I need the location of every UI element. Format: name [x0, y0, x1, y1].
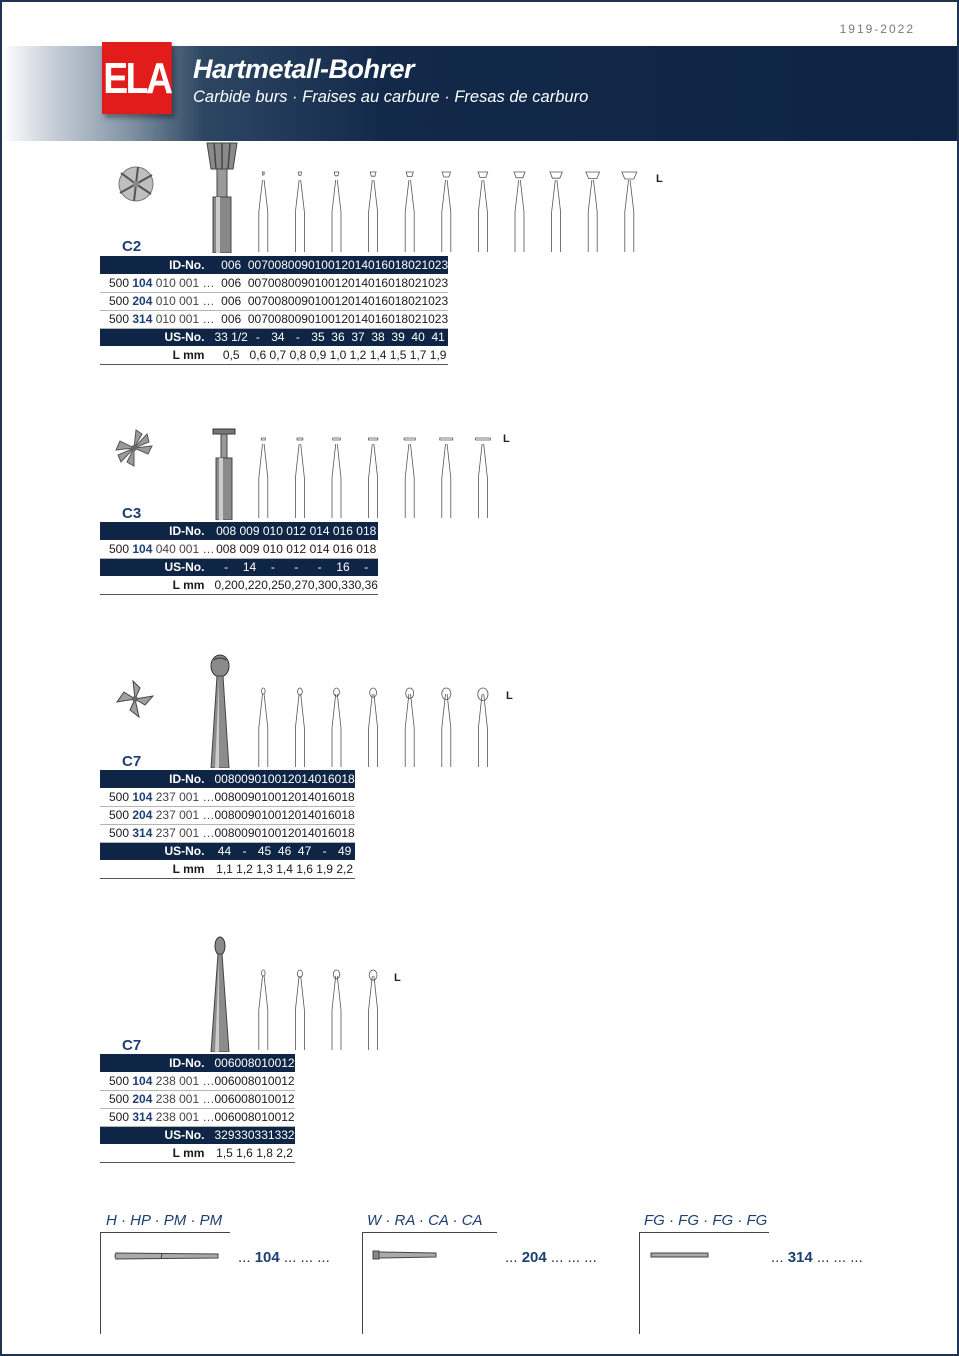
- order-code: [100, 310, 214, 328]
- id-value: 012: [274, 1056, 295, 1070]
- order-size: 008: [214, 788, 234, 806]
- us-value: 49: [335, 842, 355, 860]
- order-size: 014: [348, 274, 368, 292]
- order-size: 016: [331, 540, 354, 558]
- order-size: 016: [314, 826, 335, 840]
- shank-divider: [100, 1232, 230, 1334]
- id-label: ID-No.: [100, 770, 214, 788]
- length-value: 1,5: [388, 346, 408, 364]
- length-value: 1,9: [428, 346, 448, 364]
- order-size: 014: [295, 788, 315, 806]
- order-size: 012: [285, 540, 308, 558]
- us-value: 14: [238, 558, 261, 576]
- length-value: 2,2: [275, 1144, 295, 1162]
- id-value: 009: [287, 258, 308, 272]
- bur-shank: [369, 976, 378, 1050]
- order-size: 006: [214, 310, 247, 328]
- shank-label: FG · FG · FG · FG: [644, 1212, 768, 1229]
- order-code-mid: 314: [132, 826, 153, 840]
- id-value: 023: [428, 258, 449, 272]
- id-value: 007: [247, 258, 268, 272]
- years-label: 1919-2022: [839, 22, 915, 36]
- order-size: 018: [388, 312, 409, 326]
- order-code-prefix: 500: [109, 541, 130, 556]
- id-label: ID-No.: [100, 1054, 214, 1072]
- id-value: 018: [356, 524, 377, 538]
- order-size: 016: [368, 312, 389, 326]
- order-size: 018: [335, 788, 355, 806]
- order-size: 010: [254, 1092, 275, 1106]
- id-label: ID-No.: [100, 256, 214, 274]
- id-value: 010: [307, 258, 328, 272]
- order-size: 021: [408, 294, 429, 308]
- order-size: 014: [348, 312, 369, 326]
- shank-label: H · HP · PM · PM: [106, 1212, 223, 1229]
- length-value: 2,2: [335, 860, 355, 878]
- order-code: [100, 824, 214, 842]
- shank-h: [106, 1212, 222, 1229]
- bur-head: [262, 970, 266, 976]
- us-value: 44: [214, 842, 234, 860]
- id-value: 012: [286, 524, 307, 538]
- us-value: -: [214, 558, 237, 576]
- bur-drawing: [332, 970, 341, 1050]
- length-label: L mm: [100, 1144, 214, 1162]
- length-value: 1,7: [408, 346, 428, 364]
- us-label: US-No.: [100, 328, 214, 346]
- us-value: -: [248, 328, 268, 346]
- order-size: 023: [428, 294, 449, 308]
- order-size: 016: [314, 808, 335, 822]
- order-size: 009: [234, 808, 255, 822]
- us-value: 35: [308, 328, 328, 346]
- order-code-tail: 237 001 …: [155, 808, 215, 822]
- order-size: 023: [428, 274, 448, 292]
- shank-label: W · RA · CA · CA: [367, 1212, 483, 1229]
- order-size: 021: [408, 274, 428, 292]
- order-size: 007: [247, 312, 268, 326]
- shank-h-bur-icon: [114, 1250, 220, 1262]
- order-size: 008: [268, 274, 288, 292]
- order-size: 012: [328, 274, 348, 292]
- order-size: 010: [254, 1110, 275, 1124]
- order-code-mid: 204: [132, 808, 153, 822]
- order-size: 010: [255, 788, 275, 806]
- order-size: 006: [214, 292, 247, 310]
- order-size: 021: [408, 312, 429, 326]
- order-code: [100, 788, 214, 806]
- order-size: 018: [388, 294, 409, 308]
- us-value: 34: [268, 328, 288, 346]
- order-size: 008: [267, 294, 288, 308]
- order-code-mid: 104: [132, 789, 153, 804]
- bur-shank: [332, 976, 341, 1050]
- length-row: [100, 1144, 295, 1162]
- bur-photo-icon: [206, 936, 234, 1052]
- us-value: 37: [348, 328, 368, 346]
- order-size: 016: [368, 294, 389, 308]
- us-label: US-No.: [100, 842, 214, 860]
- order-size: 010: [307, 312, 328, 326]
- order-code-tail: 238 001 …: [155, 1110, 215, 1124]
- order-size: 023: [428, 312, 449, 326]
- id-value: 012: [274, 772, 295, 786]
- order-code-mid: 204: [132, 294, 153, 308]
- us-value: -: [355, 558, 378, 576]
- id-value: 016: [314, 772, 335, 786]
- us-value: 33 1/2: [214, 328, 247, 346]
- order-code-prefix: 500: [109, 294, 130, 308]
- bur-head: [333, 970, 339, 979]
- length-value: 0,6: [248, 346, 268, 364]
- order-size: 018: [334, 808, 355, 822]
- order-code: [100, 806, 214, 824]
- us-value: 331: [255, 1126, 275, 1144]
- order-size: 012: [274, 826, 295, 840]
- order-size: 010: [308, 274, 328, 292]
- order-code: [100, 540, 214, 558]
- length-value: 1,2: [348, 346, 368, 364]
- shank-code: ... 204 ... ... ...: [505, 1249, 597, 1266]
- order-size: 016: [315, 788, 335, 806]
- bur-shank: [295, 976, 304, 1050]
- order-size: 008: [234, 1110, 255, 1124]
- length-value: 1,1: [214, 860, 234, 878]
- order-row: [100, 1108, 295, 1126]
- order-size: 006: [214, 1072, 234, 1090]
- order-size: 014: [308, 540, 331, 558]
- order-code-tail: 040 001 …: [155, 541, 215, 556]
- id-value: 008: [234, 1056, 255, 1070]
- length-value: 1,5: [214, 1144, 234, 1162]
- bur-drawing: [295, 970, 304, 1050]
- length-value: 1,3: [255, 860, 275, 878]
- id-value: 010: [254, 1056, 275, 1070]
- order-size: 008: [214, 826, 235, 840]
- id-value: 006: [214, 1056, 235, 1070]
- bur-drawings: [245, 0, 675, 1060]
- id-row: [100, 1054, 295, 1072]
- length-value: 1,4: [275, 860, 295, 878]
- order-size: 018: [388, 274, 408, 292]
- id-value: 009: [234, 772, 255, 786]
- order-code-mid: 104: [132, 541, 153, 556]
- id-value: 018: [334, 772, 355, 786]
- length-value: 1,0: [328, 346, 348, 364]
- length-value: 1,6: [235, 1144, 255, 1162]
- us-value: -: [308, 558, 331, 576]
- length-value: 1,6: [295, 860, 315, 878]
- us-value: -: [288, 328, 308, 346]
- ela-logo: ELA: [102, 42, 172, 114]
- length-value: 1,9: [315, 860, 335, 878]
- order-size: 010: [307, 294, 328, 308]
- length-value: 1,8: [255, 1144, 275, 1162]
- length-value: 0,8: [288, 346, 308, 364]
- length-value: 0,7: [268, 346, 288, 364]
- order-code-mid: 314: [132, 312, 153, 326]
- section-label: C3: [122, 505, 142, 522]
- order-size: 008: [267, 312, 288, 326]
- length-value: 0,25: [261, 576, 284, 594]
- length-mark: L: [506, 690, 513, 702]
- order-size: 007: [248, 274, 268, 292]
- page-title: Hartmetall-Bohrer: [193, 54, 415, 84]
- shank-divider: [639, 1232, 769, 1334]
- us-value: -: [261, 558, 284, 576]
- us-value: 47: [295, 842, 315, 860]
- cutter-head-icon: [114, 428, 154, 468]
- shank-w: [367, 1212, 483, 1229]
- bur-photo-icon: [206, 654, 234, 768]
- id-value: 012: [327, 258, 348, 272]
- length-value: 0,30: [308, 576, 331, 594]
- section-label: C7: [122, 753, 142, 770]
- shank-fg-bur-icon: [650, 1250, 710, 1260]
- order-size: 014: [294, 808, 315, 822]
- id-value: 016: [368, 258, 389, 272]
- order-code-tail: 238 001 …: [155, 1092, 215, 1106]
- order-size: 012: [275, 1072, 295, 1090]
- order-code-tail: 010 001 …: [155, 312, 215, 326]
- us-value: 41: [428, 328, 448, 346]
- bur-photo-icon: [204, 141, 240, 253]
- order-code: [100, 274, 214, 292]
- order-size: 009: [287, 294, 308, 308]
- length-value: 0,22: [238, 576, 261, 594]
- order-code-prefix: 500: [109, 789, 130, 804]
- order-size: 008: [214, 540, 237, 558]
- us-value: 16: [331, 558, 354, 576]
- id-value: 010: [262, 524, 283, 538]
- id-value: 016: [332, 524, 353, 538]
- us-label: US-No.: [100, 1126, 214, 1144]
- length-mark: L: [503, 433, 510, 445]
- order-size: 009: [287, 312, 308, 326]
- order-size: 009: [288, 274, 308, 292]
- bur-head: [369, 970, 377, 980]
- order-code-tail: 010 001 …: [155, 294, 215, 308]
- us-value: 38: [368, 328, 388, 346]
- us-label: US-No.: [100, 558, 214, 576]
- order-size: 010: [254, 808, 275, 822]
- length-value: 0,5: [214, 346, 247, 364]
- us-value: -: [285, 558, 308, 576]
- id-value: 008: [214, 772, 235, 786]
- id-label: ID-No.: [100, 522, 214, 540]
- order-size: 009: [234, 826, 255, 840]
- bur-drawing: [259, 970, 268, 1050]
- bur-head: [297, 970, 302, 977]
- id-value: 014: [348, 258, 369, 272]
- order-size: 012: [274, 1110, 295, 1124]
- length-label: L mm: [100, 576, 214, 594]
- order-code-prefix: 500: [109, 1110, 130, 1124]
- order-code-mid: 314: [132, 1110, 153, 1124]
- id-value: 010: [254, 772, 275, 786]
- length-value: 0,20: [214, 576, 237, 594]
- order-size: 010: [255, 1072, 275, 1090]
- order-row: [100, 1090, 295, 1108]
- order-size: 010: [261, 540, 284, 558]
- order-code-prefix: 500: [109, 808, 130, 822]
- length-label: L mm: [100, 860, 214, 878]
- order-code-mid: 104: [132, 275, 153, 290]
- shank-code: ... 104 ... ... ...: [238, 1249, 330, 1266]
- order-size: 008: [214, 808, 235, 822]
- id-value: 018: [388, 258, 409, 272]
- shank-code: ... 314 ... ... ...: [771, 1249, 863, 1266]
- section-label: C2: [122, 238, 142, 255]
- us-value: 329: [214, 1126, 234, 1144]
- order-code: [100, 1090, 214, 1108]
- order-size: 009: [235, 788, 255, 806]
- bur-shank: [259, 976, 268, 1050]
- id-value: 006: [214, 256, 247, 274]
- order-code-tail: 237 001 …: [155, 826, 215, 840]
- order-size: 012: [275, 788, 295, 806]
- spec-table: [100, 1054, 295, 1163]
- length-mark: L: [394, 972, 401, 984]
- order-size: 006: [214, 274, 247, 292]
- us-value: 330: [235, 1126, 255, 1144]
- order-code-mid: 204: [132, 1092, 153, 1106]
- us-value: 46: [275, 842, 295, 860]
- id-value: 008: [216, 524, 237, 538]
- length-mark: L: [656, 173, 663, 185]
- order-size: 010: [254, 826, 275, 840]
- order-size: 007: [247, 294, 268, 308]
- length-value: 0,27: [285, 576, 308, 594]
- order-code-mid: 104: [132, 1073, 153, 1088]
- order-size: 006: [214, 1092, 235, 1106]
- section-label: C7: [122, 1037, 142, 1054]
- order-code-prefix: 500: [109, 1092, 130, 1106]
- us-value: 40: [408, 328, 428, 346]
- id-value: 014: [294, 772, 315, 786]
- order-size: 006: [214, 1110, 235, 1124]
- length-label: L mm: [100, 346, 214, 364]
- length-value: 0,36: [355, 576, 378, 594]
- order-size: 009: [238, 540, 261, 558]
- cutter-head-icon: [116, 680, 154, 718]
- order-code: [100, 1072, 214, 1090]
- page-subtitle: Carbide burs · Fraises au carbure · Fresas de carburo: [193, 88, 589, 106]
- shank-fg: [644, 1212, 767, 1229]
- us-value: 39: [388, 328, 408, 346]
- order-size: 012: [274, 808, 295, 822]
- order-code-tail: 010 001 …: [155, 275, 215, 290]
- order-size: 014: [348, 294, 369, 308]
- shank-w-bur-icon: [372, 1248, 438, 1262]
- order-size: 014: [294, 826, 315, 840]
- order-code-prefix: 500: [109, 1073, 130, 1088]
- id-value: 014: [309, 524, 330, 538]
- us-value: -: [235, 842, 255, 860]
- us-value: 332: [275, 1126, 295, 1144]
- id-value: 021: [408, 258, 429, 272]
- bur-drawing: [369, 970, 378, 1050]
- length-value: 1,4: [368, 346, 388, 364]
- order-size: 012: [327, 312, 348, 326]
- cutter-head-icon: [112, 163, 160, 205]
- bur-photo-icon: [212, 428, 236, 520]
- order-size: 018: [355, 540, 378, 558]
- order-code: [100, 1108, 214, 1126]
- order-size: 008: [234, 1092, 255, 1106]
- order-size: 008: [235, 1072, 255, 1090]
- us-value: -: [315, 842, 335, 860]
- us-value: 36: [328, 328, 348, 346]
- us-row: [100, 1126, 295, 1144]
- id-value: 009: [239, 524, 260, 538]
- order-code-prefix: 500: [109, 312, 130, 326]
- us-value: 45: [255, 842, 275, 860]
- order-code-tail: 237 001 …: [155, 789, 215, 804]
- order-code-tail: 238 001 …: [155, 1073, 215, 1088]
- length-value: 0,33: [331, 576, 354, 594]
- order-size: 018: [334, 826, 355, 840]
- order-size: 016: [368, 274, 388, 292]
- order-size: 012: [274, 1092, 295, 1106]
- length-value: 0,9: [308, 346, 328, 364]
- order-code: [100, 292, 214, 310]
- order-code-prefix: 500: [109, 826, 130, 840]
- order-size: 012: [327, 294, 348, 308]
- length-value: 1,2: [235, 860, 255, 878]
- order-row: [100, 1072, 295, 1090]
- id-value: 008: [267, 258, 288, 272]
- order-code-prefix: 500: [109, 275, 130, 290]
